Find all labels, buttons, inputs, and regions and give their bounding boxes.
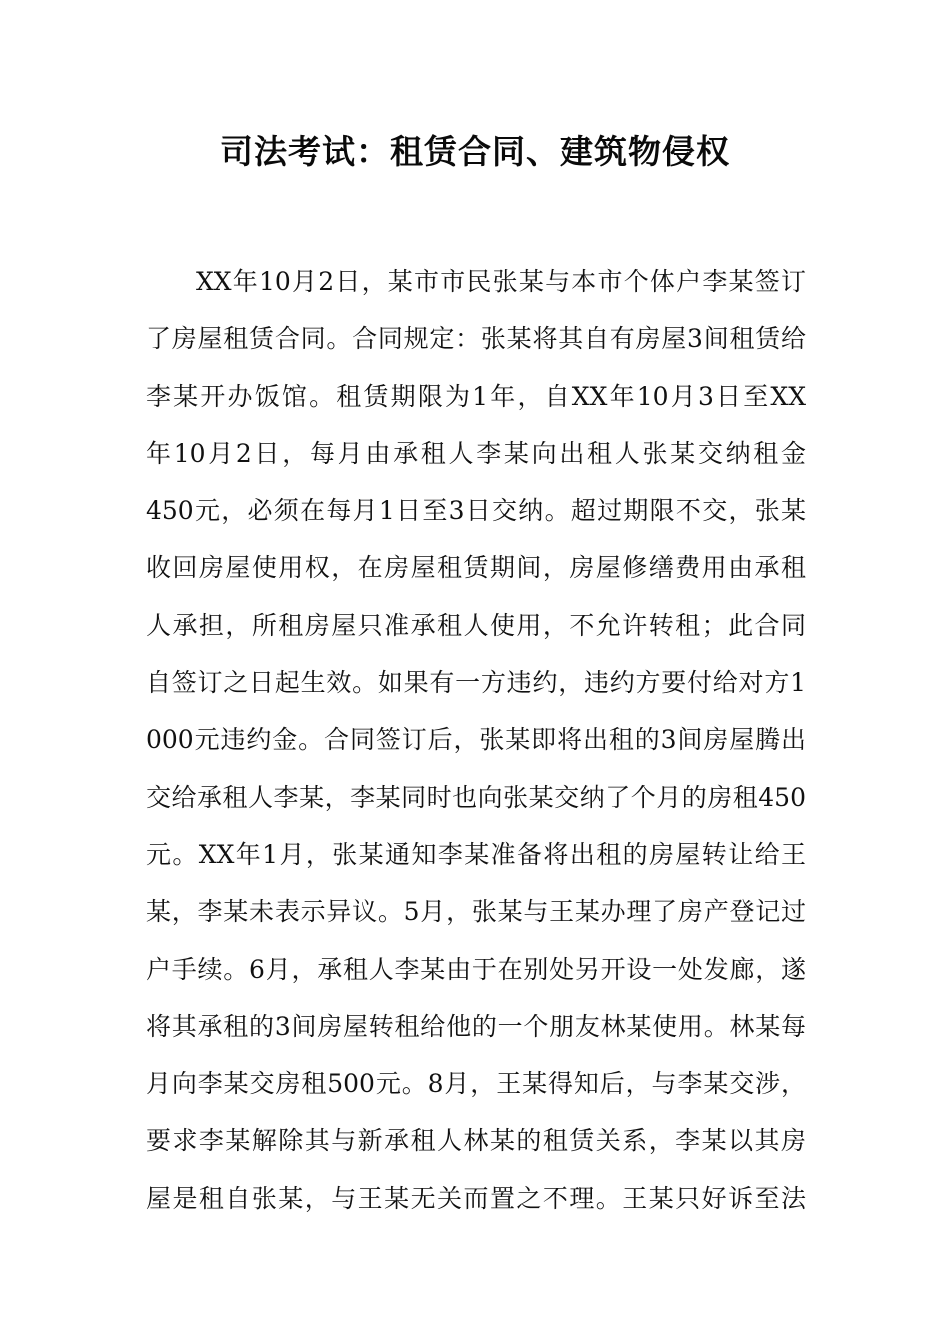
paragraph-line: 将其承租的3间房屋转租给他的一个朋友林某使用。林某每 (146, 1011, 806, 1041)
paragraph-line: XX年10月2日，某市市民张某与本市个体户李某签订 (196, 267, 806, 296)
paragraph-line: 李某开办饭馆。租赁期限为1年，自XX年10月3日至XX (146, 381, 806, 411)
document-body (146, 253, 806, 1227)
paragraph-line: 屋是租自张某，与王某无关而置之不理。王某只好诉至法 (146, 1183, 806, 1213)
paragraph-line: 收回房屋使用权，在房屋租赁期间，房屋修缮费用由承租 (146, 553, 806, 583)
paragraph-line: 年10月2日，每月由承租人李某向出租人张某交纳租金 (146, 438, 806, 468)
paragraph-line: 了房屋租赁合同。合同规定：张某将其自有房屋3间租赁给 (146, 324, 806, 354)
paragraph-line: 要求李某解除其与新承租人林某的租赁关系，李某以其房 (146, 1126, 806, 1156)
paragraph-line: 月向李某交房租500元。8月，王某得知后，与李某交涉， (146, 1069, 806, 1099)
paragraph-line: 某，李某未表示异议。5月，张某与王某办理了房产登记过 (146, 897, 806, 927)
paragraph-line: 450元，必须在每月1日至3日交纳。超过期限不交，张某 (146, 496, 806, 526)
paragraph-line: 元。XX年1月，张某通知李某准备将出租的房屋转让给王 (146, 839, 806, 869)
paragraph-line: 交给承租人李某，李某同时也向张某交纳了个月的房租450 (146, 782, 806, 812)
paragraph-line: 自签订之日起生效。如果有一方违约，违约方要付给对方1 (146, 668, 806, 698)
document-title: 司法考试：租赁合同、建筑物侵权 (220, 132, 730, 171)
paragraph-line: 户手续。6月，承租人李某由于在别处另开设一处发廊，遂 (146, 954, 806, 984)
paragraph-line: 人承担，所租房屋只准承租人使用，不允许转租；此合同 (146, 610, 806, 640)
paragraph-line: 000元违约金。合同签订后，张某即将出租的3间房屋腾出 (146, 725, 806, 755)
